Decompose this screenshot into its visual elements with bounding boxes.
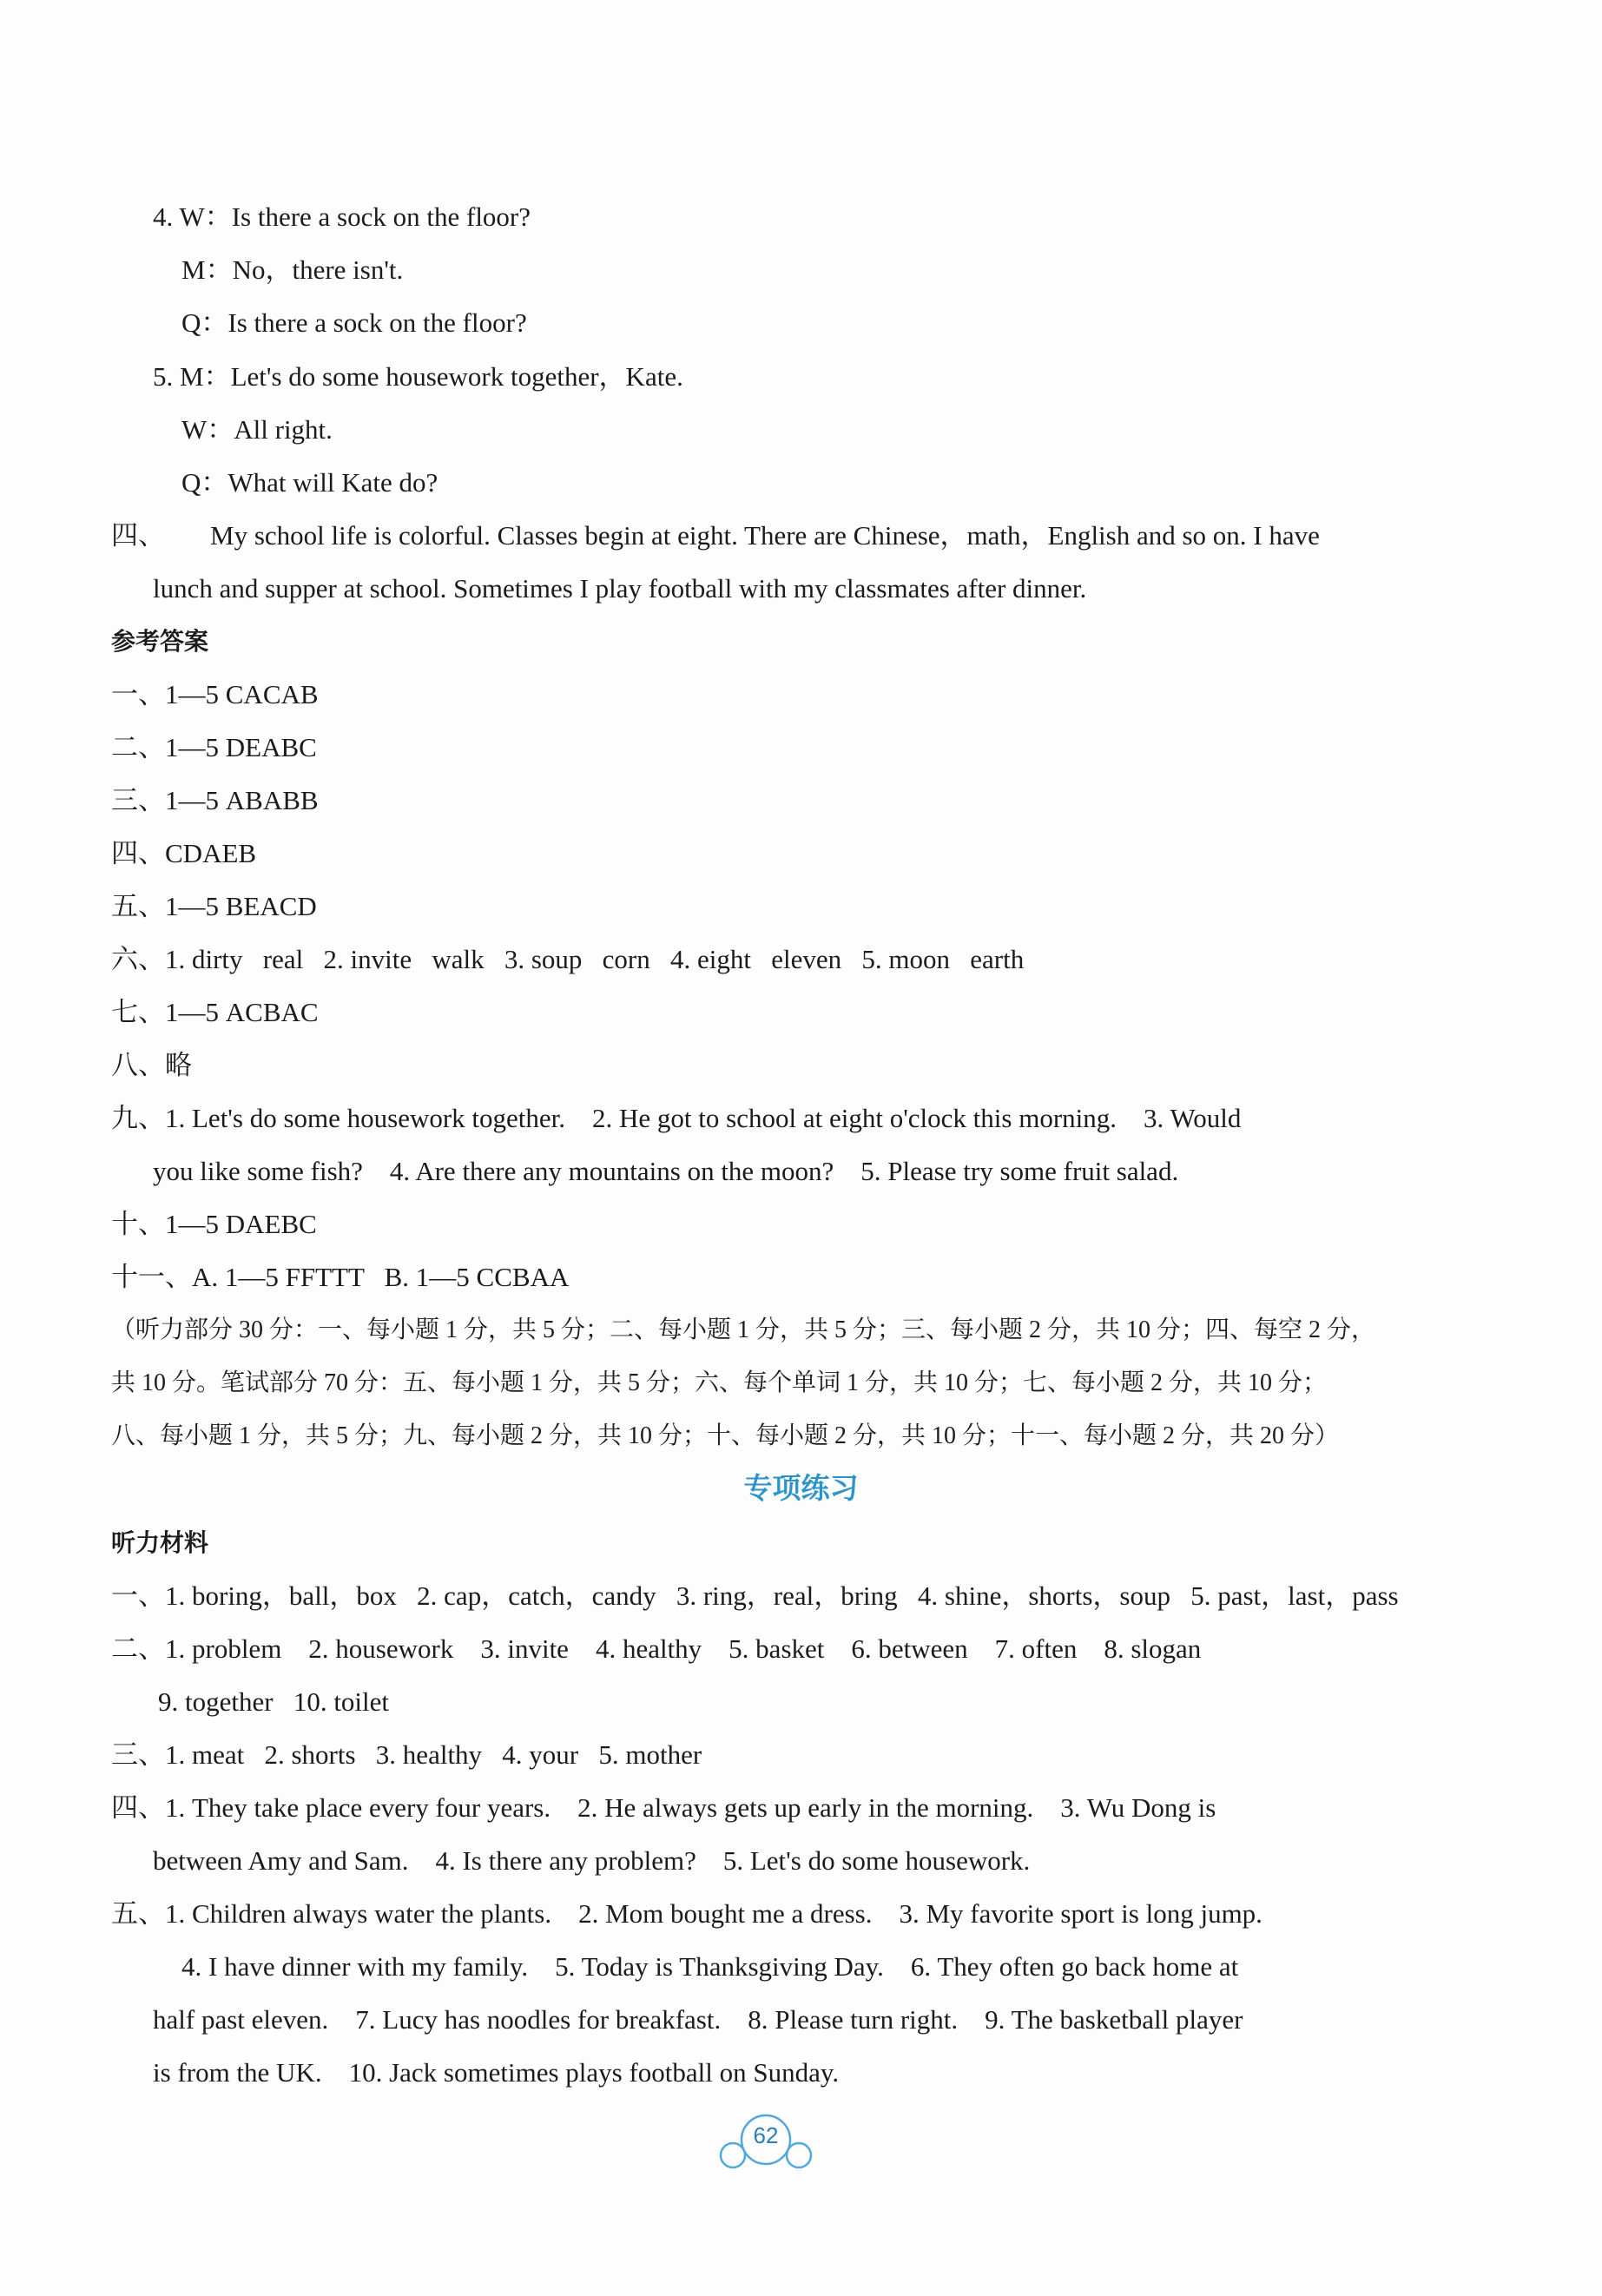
special-4-line2: between Amy and Sam. 4. Is there any problem? 5. Let's do some housework. (153, 1845, 1031, 1876)
special-4-line1: 四、1. They take place every four years. 2. He always gets up early in the morning. 3. Wu Dong is (111, 1792, 1216, 1823)
special-1: 一、1. boring，ball，box 2. cap，catch，candy 3. ring，real，bring 4. shine，shorts，soup 5. past，last，pass (111, 1580, 1399, 1611)
script-part4-line1: My school life is colorful. Classes begin at eight. There are Chinese，math，English and so on. I have (210, 520, 1320, 551)
answer-2: 二、1—5 DEABC (111, 732, 317, 762)
section-title: 专项练习 (743, 1471, 859, 1505)
special-3: 三、1. meat 2. shorts 3. healthy 4. your 5. mother (111, 1739, 702, 1770)
special-5-line3: half past eleven. 7. Lucy has noodles for breakfast. 8. Please turn right. 9. The basketball player (153, 2004, 1243, 2035)
score-note-line2: 共 10 分。笔试部分 70 分：五、每小题 1 分，共 5 分；六、每个单词 1 分，共 10 分；七、每小题 2 分，共 10 分； (111, 1369, 1328, 1396)
answers-heading: 参考答案 (111, 627, 209, 656)
answer-5: 五、1—5 BEACD (111, 891, 317, 921)
answer-8: 八、略 (111, 1050, 192, 1080)
script-item5-q: Q：What will Kate do? (181, 467, 438, 498)
answer-11: 十一、A. 1—5 FFTTT B. 1—5 CCBAA (111, 1262, 570, 1292)
answer-9-line1: 九、1. Let's do some housework together. 2. He got to school at eight o'clock this morning. 3. Would (111, 1103, 1242, 1133)
script-item5-m: 5. M：Let's do some housework together，Kate. (153, 361, 683, 392)
special-2-line1: 二、1. problem 2. housework 3. invite 4. healthy 5. basket 6. between 7. often 8. slogan (111, 1633, 1202, 1664)
answer-4: 四、CDAEB (111, 838, 257, 868)
answer-1: 一、1—5 CACAB (111, 679, 319, 709)
script-part4-label: 四、 (111, 520, 165, 551)
answer-10: 十、1—5 DAEBC (111, 1209, 317, 1239)
script-item4-w: 4. W：Is there a sock on the floor? (153, 201, 531, 232)
special-5-line4: is from the UK. 10. Jack sometimes plays football on Sunday. (153, 2057, 840, 2088)
script-item4-q: Q：Is there a sock on the floor? (181, 307, 527, 338)
page-number: 62 (753, 2122, 779, 2148)
special-5-line2: 4. I have dinner with my family. 5. Today is Thanksgiving Day. 6. They often go back home at (181, 1951, 1239, 1982)
answer-3: 三、1—5 ABABB (111, 785, 319, 815)
script-item4-m: M：No，there isn't. (181, 254, 404, 285)
special-2-line2: 9. together 10. toilet (158, 1686, 390, 1717)
special-5-line1: 五、1. Children always water the plants. 2. Mom bought me a dress. 3. My favorite sport is long jump. (111, 1898, 1262, 1929)
answer-7: 七、1—5 ACBAC (111, 997, 319, 1027)
script-part4-line2: lunch and supper at school. Sometimes I play football with my classmates after dinner. (153, 573, 1087, 604)
listening-heading: 听力材料 (111, 1528, 209, 1557)
script-item5-w: W：All right. (181, 414, 333, 445)
page-number-badge (714, 2110, 818, 2180)
answer-9-line2: you like some fish? 4. Are there any mountains on the moon? 5. Please try some fruit salad. (153, 1156, 1179, 1186)
score-note-line1: （听力部分 30 分：一、每小题 1 分，共 5 分；二、每小题 1 分，共 5 分；三、每小题 2 分，共 10 分；四、每空 2 分， (111, 1316, 1376, 1343)
answer-6: 六、1. dirty real 2. invite walk 3. soup corn 4. eight eleven 5. moon earth (111, 944, 1025, 974)
score-note-line3: 八、每小题 1 分，共 5 分；九、每小题 2 分，共 10 分；十、每小题 2 分，共 10 分；十一、每小题 2 分，共 20 分） (111, 1422, 1340, 1449)
